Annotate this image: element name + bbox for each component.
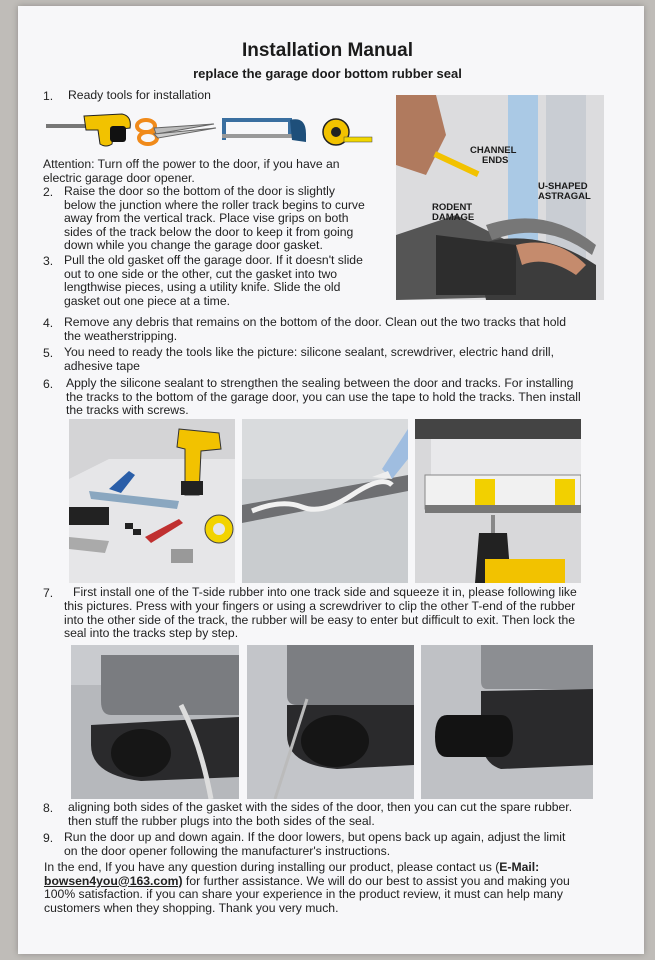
closing-line-4: customers when they shopping. Thank you very much. xyxy=(44,900,339,915)
step-6-text: Apply the silicone sealant to strengthen the sealing between the door and tracks. For installing the tracks to the bottom of the garage door, you can use the tape to hold the tracks. Then install the tracks with screws. xyxy=(66,376,581,418)
step-4-number: 4. xyxy=(43,316,54,330)
closing-line-1: In the end, If you have any question during installing our product, please contact us (E-Mail: xyxy=(44,860,540,874)
step-2-number: 2. xyxy=(43,185,54,199)
label-rodent: RODENT xyxy=(432,202,473,213)
step-4-text: Remove any debris that remains on the bottom of the door. Clean out the two tracks that hold the weatherstripping. xyxy=(64,315,567,343)
label-channel: CHANNEL xyxy=(470,145,517,156)
tape-measure-icon xyxy=(323,119,372,145)
step-1-text: Ready tools for installation xyxy=(68,88,211,102)
label-astragal: ASTRAGAL xyxy=(538,191,591,202)
page-subtitle: replace the garage door bottom rubber seal xyxy=(193,66,462,81)
page-title: Installation Manual xyxy=(241,40,414,61)
label-u-shaped: U-SHAPED xyxy=(538,181,588,192)
step-2-text: Raise the door so the bottom of the door is slightly below the junction where the roller track begins to curve away from the vertical track. Place vise grips on both sides of the track below the door to keep it from going down while you change the garage door gasket. xyxy=(64,184,365,253)
scissors-icon xyxy=(137,120,216,144)
step-9-text: Run the door up and down again. If the door lowers, but opens back up again, adjust the limit on the door opener following the manufacturer's instructions. xyxy=(64,830,566,858)
tools-strip xyxy=(44,104,374,150)
attention-line-2: electric garage door opener. xyxy=(43,170,195,185)
rubber-install-photo-2 xyxy=(247,645,414,799)
closing-paragraph xyxy=(44,861,570,915)
drill-install-photo xyxy=(415,419,581,583)
step-3-number: 3. xyxy=(43,254,54,268)
sealant-photo xyxy=(242,419,408,583)
step-5-text: You need to ready the tools like the picture: silicone sealant, screwdriver, electric hand drill, adhesive tape xyxy=(64,345,555,373)
step-7-line-1: First install one of the T-side rubber into one track side and squeeze it in, please following like xyxy=(73,585,577,599)
attention-line-1: Attention: Turn off the power to the door, if you have an xyxy=(43,157,340,171)
rubber-install-photo-1 xyxy=(71,645,239,799)
rubber-install-photo-3 xyxy=(421,645,593,799)
label-ends: ENDS xyxy=(482,155,509,166)
attention-text xyxy=(43,158,340,185)
email-link[interactable]: bowsen4you@163.com) xyxy=(44,873,183,888)
label-damage: DAMAGE xyxy=(432,212,475,223)
step-1-number: 1. xyxy=(43,89,54,103)
step-8-text: aligning both sides of the gasket with the sides of the door, then you can cut the spare rubber. then stuff the rubber plugs into the both sides of the seal. xyxy=(68,800,573,828)
step-5-number: 5. xyxy=(43,346,54,360)
step-7-number: 7. xyxy=(43,586,54,600)
step-8-number: 8. xyxy=(43,801,54,815)
tools-photo xyxy=(69,419,235,583)
step-9-number: 9. xyxy=(43,831,54,845)
closing-line-2: bowsen4you@163.com) for further assistance. We will do our best to assist you and making you xyxy=(44,873,570,888)
step-6-number: 6. xyxy=(43,377,54,391)
step-3-text: Pull the old gasket off the garage door. If it doesn't slide out to one side or the other, cut the gasket into two lengthwise pieces, using a utility knife. Slide the old gasket out one piece at a time. xyxy=(64,253,363,308)
drill-icon xyxy=(46,114,130,146)
step-7-text: this pictures. Press with your fingers or using a screwdriver to clip the other T-end of the rubber into the other side of the track, the rubber will be easy to enter but difficult to exit. Then lock the seal into the tracks step by step. xyxy=(64,599,576,641)
closing-line-3: 100% satisfaction. if you can share your experience in the product review, it must can help many xyxy=(44,887,563,902)
hacksaw-icon xyxy=(222,119,306,142)
